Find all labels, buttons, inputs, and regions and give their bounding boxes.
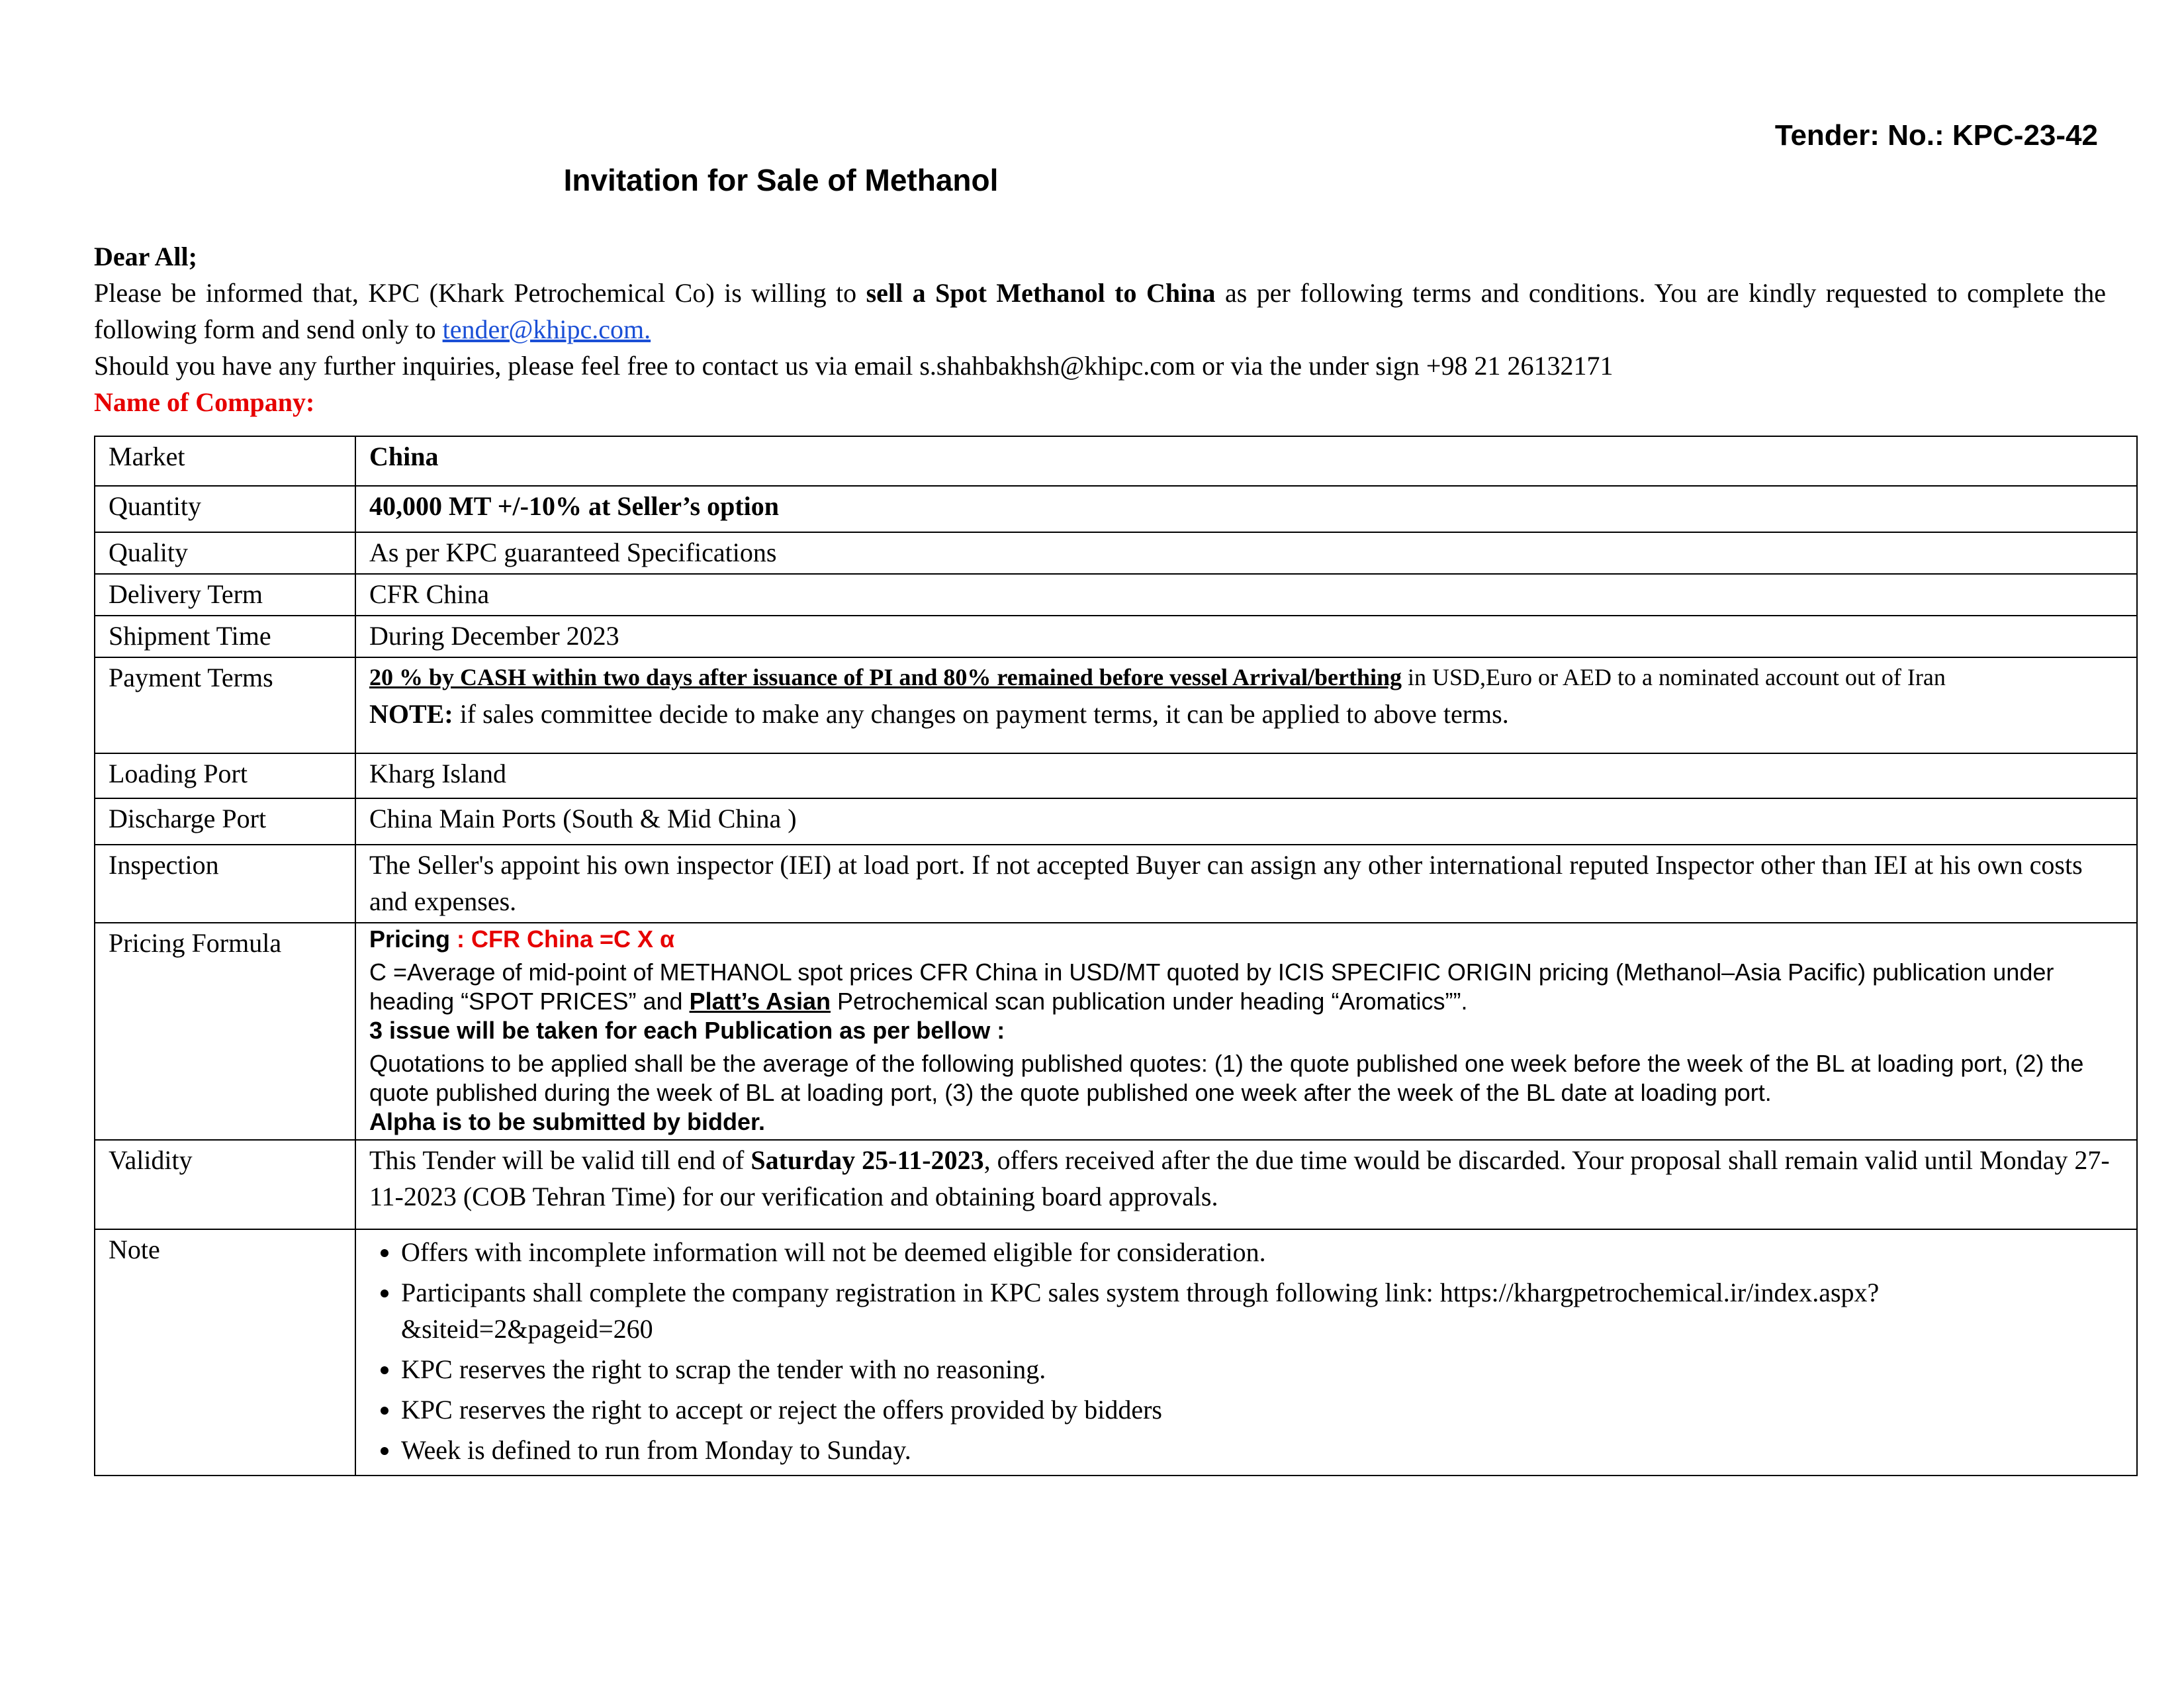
intro-text-2: as per following terms and conditions. You are kindly requested to complete the following form and send only to <box>94 278 2106 344</box>
list-item: • KPC reserves the right to accept or reject the offers provided by bidders <box>401 1391 2123 1428</box>
row-label: Market <box>95 436 355 486</box>
intro-text-1: Please be informed that, KPC (Khark Petrochemical Co) is willing to <box>94 278 866 308</box>
row-label: Note <box>95 1229 355 1476</box>
validity-text-2: , offers received after the due time would be discarded. Your proposal shall remain valid until Monday 27-11-2023 (COB Tehran Time) for our verification and obtaining board approvals. <box>369 1145 2110 1211</box>
row-label: Payment Terms <box>95 657 355 753</box>
table-row-inspection <box>95 845 2137 923</box>
document-title: Invitation for Sale of Methanol <box>563 163 999 197</box>
row-value <box>355 436 2137 486</box>
row-value <box>355 1229 2137 1476</box>
note-list <box>369 1234 2123 1468</box>
pricing-issues: 3 issue will be taken for each Publication as per bellow : <box>369 1017 1005 1044</box>
tender-email-link[interactable]: tender@khipc.com. <box>442 314 651 344</box>
row-value: During December 2023 <box>355 616 2137 657</box>
list-item: • KPC reserves the right to scrap the tender with no reasoning. <box>401 1351 2123 1387</box>
payment-note-text: if sales committee decide to make any changes on payment terms, it can be applied to above terms. <box>453 699 1509 729</box>
row-value: As per KPC guaranteed Specifications <box>355 532 2137 574</box>
table-row-shipment <box>95 616 2137 657</box>
row-label: Pricing Formula <box>95 923 355 1140</box>
terms-table <box>94 436 2138 1476</box>
pricing-formula: : CFR China =C X α <box>450 925 675 953</box>
tender-number: Tender: No.: KPC-23-42 <box>1774 119 2098 152</box>
pricing-quotations: Quotations to be applied shall be the average of the following published quotes: (1) the quote published one week before the week of the BL at loading port, (2) the quote published during the week of BL at loading port, (3) the quote published one week after the week of the BL date at loading port. <box>369 1050 2084 1106</box>
payment-note-label: NOTE: <box>369 699 453 729</box>
row-value <box>355 1140 2137 1229</box>
row-label: Validity <box>95 1140 355 1229</box>
intro-emphasis: sell a Spot Methanol to China <box>866 278 1216 308</box>
table-row-payment <box>95 657 2137 753</box>
table-row-quantity <box>95 486 2137 532</box>
table-row-quality <box>95 532 2137 574</box>
pricing-heading-label: Pricing <box>369 925 451 953</box>
pricing-alpha: Alpha is to be submitted by bidder. <box>369 1108 766 1135</box>
table-row-pricing <box>95 923 2137 1140</box>
table-row-loading-port <box>95 753 2137 798</box>
payment-terms-rest: in USD,Euro or AED to a nominated account out of Iran <box>1402 664 1946 690</box>
validity-date: Saturday 25-11-2023 <box>751 1145 984 1175</box>
list-item: • Participants shall complete the company registration in KPC sales system through following link: https://khargpetrochemical.ir/index.aspx?&siteid=2&pageid=260 <box>401 1274 2123 1347</box>
row-label: Quantity <box>95 486 355 532</box>
table-row-delivery <box>95 574 2137 616</box>
table-row-discharge-port <box>95 798 2137 845</box>
table-row-validity <box>95 1140 2137 1229</box>
intro-section <box>94 238 2106 420</box>
row-label: Discharge Port <box>95 798 355 845</box>
payment-terms-text <box>369 659 2123 696</box>
payment-note <box>369 696 2123 732</box>
row-label: Quality <box>95 532 355 574</box>
row-value: The Seller's appoint his own inspector (IEI) at load port. If not accepted Buyer can assign any other international reputed Inspector other than IEI at his own costs and expenses. <box>355 845 2137 923</box>
row-value <box>355 657 2137 753</box>
pricing-heading <box>369 925 2123 954</box>
contact-paragraph: Should you have any further inquiries, please feel free to contact us via email s.shahbakhsh@khipc.com or via the under sign +98 21 26132171 <box>94 351 1614 381</box>
row-value: Kharg Island <box>355 753 2137 798</box>
pricing-c-definition <box>369 958 2123 1016</box>
table-row-market <box>95 436 2137 486</box>
row-value <box>355 486 2137 532</box>
greeting: Dear All; <box>94 242 197 271</box>
row-label: Shipment Time <box>95 616 355 657</box>
intro-paragraph <box>94 275 2106 348</box>
row-label: Delivery Term <box>95 574 355 616</box>
market-value: China <box>369 442 439 471</box>
pricing-c-text-2: Petrochemical scan publication under heading “Aromatics””. <box>830 988 1468 1015</box>
table-row-note <box>95 1229 2137 1476</box>
row-label: Loading Port <box>95 753 355 798</box>
row-value: CFR China <box>355 574 2137 616</box>
platts-asian: Platt’s Asian <box>689 988 831 1015</box>
pricing-c-text-1: C =Average of mid-point of METHANOL spot prices CFR China in USD/MT quoted by ICIS SPECIFIC ORIGIN pricing (Methanol–Asia Pacific) publication under heading “SPOT PRICES” and <box>369 959 2054 1015</box>
company-name-label: Name of Company: <box>94 387 315 417</box>
payment-terms-underlined: 20 % by CASH within two days after issuance of PI and 80% remained before vessel Arrival/berthing <box>369 664 1402 690</box>
list-item: • Offers with incomplete information will not be deemed eligible for consideration. <box>401 1234 2123 1270</box>
quantity-value: 40,000 MT +/-10% at Seller’s option <box>369 491 780 521</box>
list-item: • Week is defined to run from Monday to Sunday. <box>401 1432 2123 1468</box>
row-value: China Main Ports (South & Mid China ) <box>355 798 2137 845</box>
row-value <box>355 923 2137 1140</box>
row-label: Inspection <box>95 845 355 923</box>
validity-text-1: This Tender will be valid till end of <box>369 1145 751 1175</box>
